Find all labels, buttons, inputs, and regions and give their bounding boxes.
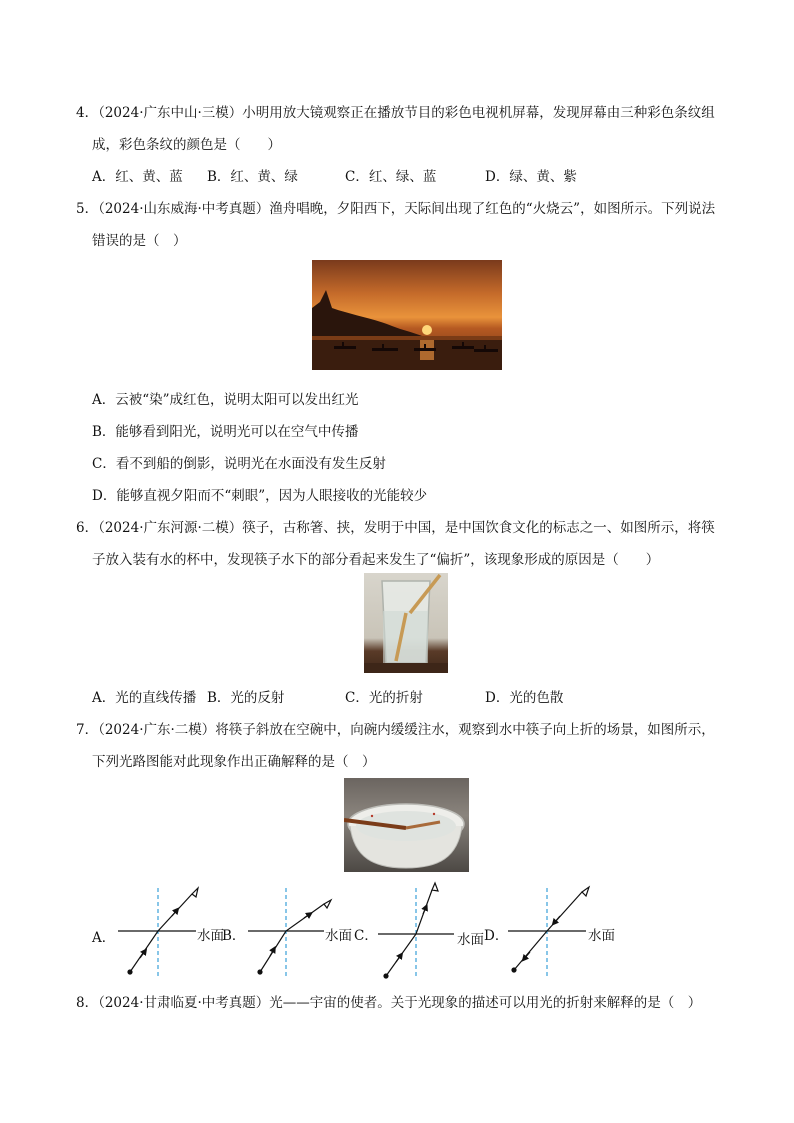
q7-light-path-diagrams bbox=[110, 880, 630, 980]
q8-stem-line1: 8．（2024·甘肃临夏·中考真题）光——宇宙的使者。关于光现象的描述可以用光的折射来解释的是（ ） bbox=[76, 995, 702, 1011]
q5-stem-line2: 错误的是（ ） bbox=[92, 233, 187, 249]
q4-option-a: A．红、黄、蓝 bbox=[92, 169, 183, 185]
q6-stem-line1: 6．（2024·广东河源·二模）筷子，古称箸、挟，发明于中国，是中国饮食文化的标志之一、如图所示，将筷 bbox=[76, 520, 715, 536]
q6-option-b: B．光的反射 bbox=[207, 690, 285, 706]
q5-option-c: C．看不到船的倒影，说明光在水面没有发生反射 bbox=[92, 456, 386, 472]
q7-diagram-label-c: C． bbox=[354, 928, 378, 944]
sunset-boats-photo bbox=[312, 260, 502, 370]
q7-water-label-c: 水面 bbox=[457, 932, 484, 948]
q4-stem-line2: 成，彩色条纹的颜色是（ ） bbox=[92, 137, 281, 153]
q6-option-a: A．光的直线传播 bbox=[92, 690, 197, 706]
q6-option-d: D．光的色散 bbox=[485, 690, 564, 706]
q5-stem-line1: 5．（2024·山东威海·中考真题）渔舟唱晚，夕阳西下，天际间出现了红色的“火烧云”，如图所示。下列说法 bbox=[76, 201, 716, 217]
chopstick-in-bowl-photo bbox=[344, 778, 469, 872]
q5-option-a: A．云被“染”成红色，说明太阳可以发出红光 bbox=[92, 392, 359, 408]
q4-option-c: C．红、绿、蓝 bbox=[345, 169, 437, 185]
q7-diagram-label-b: B． bbox=[222, 928, 246, 944]
q7-diagram-label-d: D． bbox=[484, 928, 509, 944]
q5-option-b: B．能够看到阳光，说明光可以在空气中传播 bbox=[92, 424, 359, 440]
q4-option-b: B．红、黄、绿 bbox=[207, 169, 298, 185]
chopstick-in-glass-photo bbox=[364, 573, 448, 673]
q6-option-c: C．光的折射 bbox=[345, 690, 423, 706]
q7-stem-line2: 下列光路图能对此现象作出正确解释的是（ ） bbox=[92, 754, 376, 770]
q6-stem-line2: 子放入装有水的杯中，发现筷子水下的部分看起来发生了“偏折”，该现象形成的原因是（ ） bbox=[92, 552, 660, 568]
q7-water-label-a: 水面 bbox=[197, 928, 224, 944]
q7-water-label-b: 水面 bbox=[325, 928, 352, 944]
q4-option-d: D．绿、黄、紫 bbox=[485, 169, 577, 185]
q7-diagram-label-a: A． bbox=[92, 930, 116, 946]
q7-stem-line1: 7．（2024·广东·二模）将筷子斜放在空碗中，向碗内缓缓注水，观察到水中筷子向上折的场景，如图所示， bbox=[76, 722, 715, 738]
q4-stem-line1: 4．（2024·广东中山·三模）小明用放大镜观察正在播放节目的彩色电视机屏幕，发现屏幕由三种彩色条纹组 bbox=[76, 105, 715, 121]
q5-option-d: D．能够直视夕阳而不“刺眼”，因为人眼接收的光能较少 bbox=[92, 488, 428, 504]
q7-water-label-d: 水面 bbox=[588, 928, 615, 944]
